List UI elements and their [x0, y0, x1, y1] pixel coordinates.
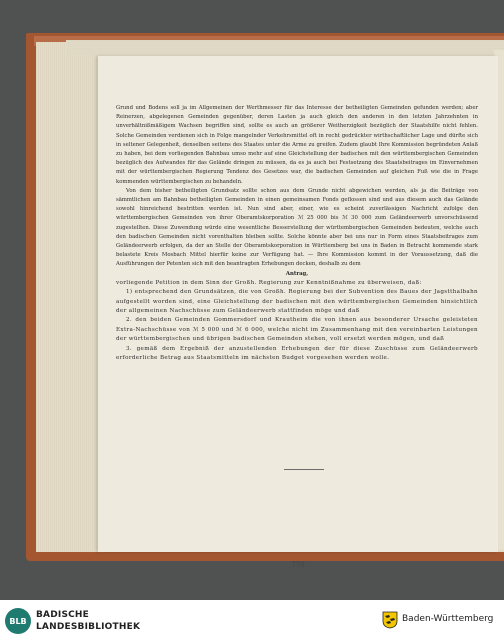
page-text [116, 104, 478, 364]
book-page [98, 56, 498, 569]
motion-item-3: 3. gemäß dem Ergebniß der anzustellenden Erhebungen der für diese Zuschüsse zum Geländeerwerb erforderliche Betrag aus Staatsmitteln im nächsten Budget vorgesehen werden wolle. [116, 345, 478, 362]
paragraph-1: Grund und Bodens soll ja im Allgemeinen der Werthmesser für das Interesse der betheiligten Gemeinden gefunden werden; aber Reinerzen, abgelegenen Gemeinden gegenüber, deren Lasten ja auch gleich den anderen in den letzten Jahrzehnten in unverhältnißmäßigem Wachsen begriffen sind, sollte es auch an größerer Weitherzigkeit bezüglich der Staatshilfe nicht fehlen. Solche Gemeinden verdienen sich in Folge mangelnder Verkehrsmittel oft in recht gedrückter wirthschaftlicher Lage und dürfte sich in seltener Gelegenheit, denselben seitens des Staates unter die Arme zu greifen. Zudem glaubt Ihre Kommission begründeten Anlaß zu haben, bei dem vorliegenden Bahnbau umso mehr auf eine Gleichstellung der badischen mit den württembergischen Gemeinden bezüglich des Aufwandes für das Gelände dringen zu müssen, da es ja auch bei Festsetzung des Staatsbeitrages im Einvernehmen mit der württembergischen Regierung Tendenz des Gesetzes war, die badischen Gemeinden auf gleichen Fuß wie die in Frage kommenden württembergischen zu behandeln. [116, 105, 478, 185]
motion-item-2: 2. den beiden Gemeinden Gommersdorf und Krautheim die von ihnen aus besonderer Ursache geleisteten Extra-Nachschüsse von ℳ 5 000 und ℳ 6 000, welche nicht im Zusammenhang mit den vereinbarten Leistungen der württembergischen und übrigen badischen Gemeinden stehen, voll ersetzt werden mögen, und daß [116, 317, 478, 343]
motion-item-1: 1) entsprechend den Grundsätzen, die von Großh. Regierung bei der Subvention des Baues der Jagstthalbahn aufgestellt worden sind, eine Gleichstellung der badischen mit den württembergischen Gemeinden hinsichtlich der allgemeinen Nachschüsse zum Geländeerwerb stattfinden möge und daß [116, 289, 478, 315]
library-name-line-1: BADISCHE [36, 610, 90, 620]
footer-bar [0, 600, 504, 639]
blb-logo-icon[interactable]: BLB [5, 608, 31, 634]
section-divider [284, 469, 324, 470]
state-name[interactable]: Baden-Württemberg [402, 614, 494, 624]
petition-text: vorliegende Petition in dem Sinn der Großh. Regierung zur Kenntnißnahme zu überweisen, daß: [116, 279, 422, 286]
paragraph-2: Von dem bisher betheiligten Grundsatz sollte schon aus dem Grunde nicht abgewichen werden, als ja die Beiträge von sämmtlichen am Bahnbau betheiligten Gemeinden in einen gemeinsamen Fonds geflossen sind und aus diesem auch das Gelände sowohl hinreichend bestritten werden ist. Nun sind aber, einer, wie es scheint zuverlässigen Nachricht zufolge den württembergischen Gemeinden von ihrer Oberamtskorporation ℳ 25 000 bis ℳ 30 000 zum Geländeerwerb unvorschüssend zugestellten. Diese Zuwendung würde eine wesentliche Besserstellung der württembergischen Gemeinden bedeuten, welche auch den badischen Gemeinden nicht vorenthalten bleiben sollte. Solche könnte aber bei uns nur in Form eines Staatsbeitrages zum Geländeerwerb erfolgen, da der an Stelle der Oberamtskorporation in Württemberg bei uns in Baden in Betracht kommende stark belastete Kreis Mosbach Mittel hierfür keine zur Verfügung hat. — Ihre Kommission kommt in der Voraussetzung, daß die Ausführungen der Petenten sich mit den beantragten Erhebungen decken, deshalb zu dem [116, 187, 478, 268]
motion-heading: Antrag, [285, 270, 309, 277]
baden-wuerttemberg-crest-icon[interactable] [382, 611, 398, 629]
library-name[interactable] [36, 609, 140, 633]
library-name-line-2: LANDESBIBLIOTHEK [36, 622, 141, 632]
page-number: 770 [291, 561, 305, 569]
page-stack-top [66, 40, 504, 56]
